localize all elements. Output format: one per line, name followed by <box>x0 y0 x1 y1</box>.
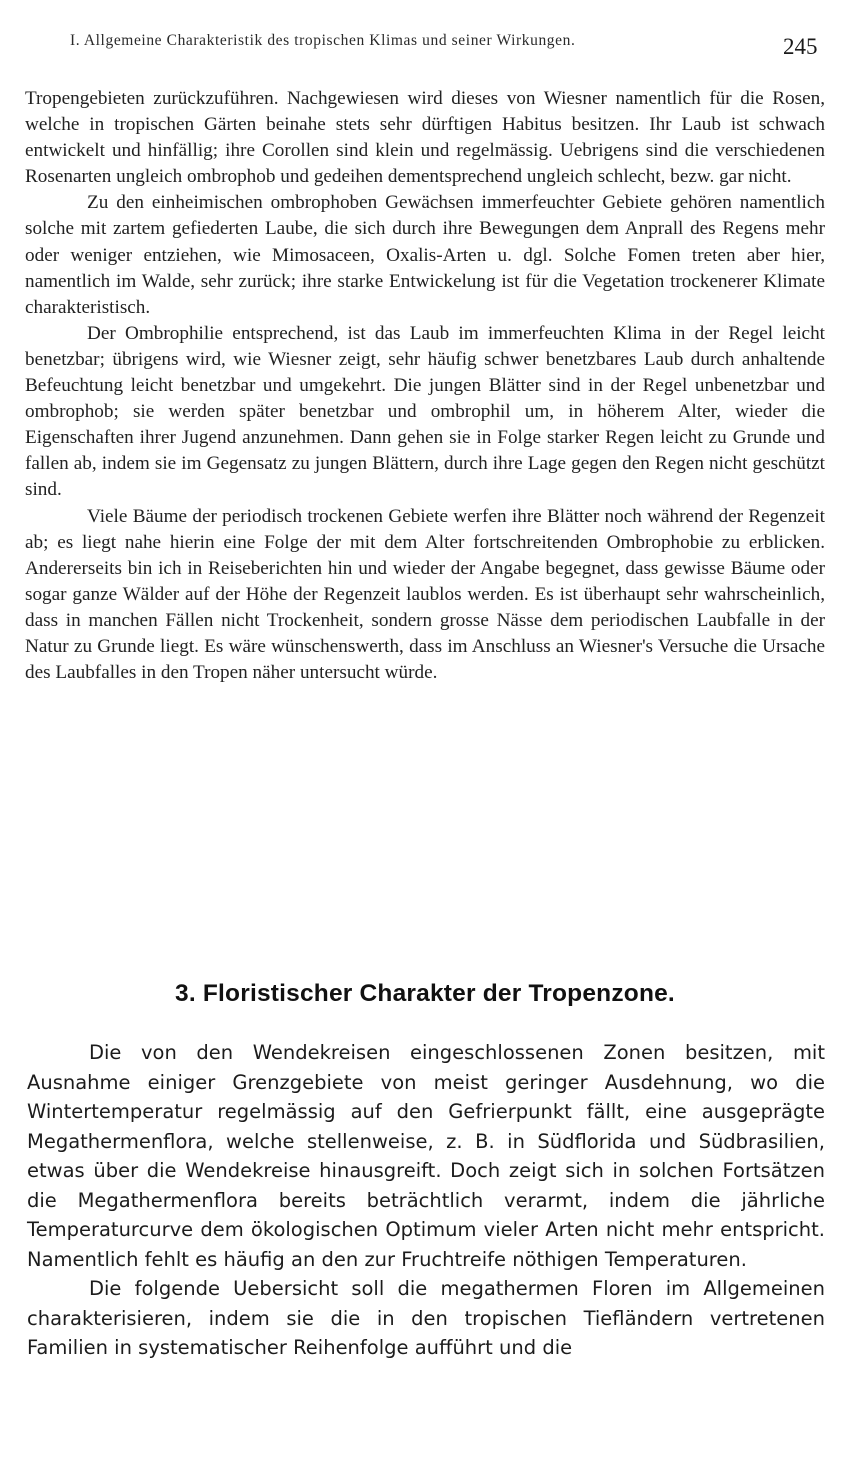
paragraph: Zu den einheimischen ombrophoben Gewächsen immerfeuchter Gebiete gehören namentlich solche mit zartem gefiederten Laube, die sich durch ihre Bewegungen dem Anprall des Regens mehr oder weniger entziehen, wie Mimosaceen, Oxalis-Arten u. dgl. Solche Fomen treten aber hier, namentlich im Walde, sehr zurück; ihre starke Entwickelung ist für die Vegetation trockenerer Klimate charakteristisch. <box>25 192 825 318</box>
paragraph: Viele Bäume der periodisch trockenen Gebiete werfen ihre Blätter noch während der Regenzeit ab; es liegt nahe hierin eine Folge der mit dem Alter fortschreitenden Ombrophobie zu erblicken. Andererseits bin ich in Reiseberichten hin und wieder der Angabe begegnet, dass gewisse Bäume oder sogar ganze Wälder auf der Höhe der Regenzeit laublos werden. Es ist überhaupt sehr wahrscheinlich, dass in manchen Fällen nicht Trockenheit, sondern grosse Nässe dem periodischen Laubfalle in der Natur zu Grunde liegt. Es wäre wünschenswerth, dass im Anschluss an Wiesner's Versuche die Ursache des Laubfalles in den Tropen näher untersucht würde. <box>25 505 825 684</box>
paragraph: Der Ombrophilie entsprechend, ist das Laub im immerfeuchten Klima in der Regel leicht benetzbar; übrigens wird, wie Wiesner zeigt, sehr häufig schwer benetzbares Laub durch anhaltende Befeuchtung leicht benetzbar und umgekehrt. Die jungen Blätter sind in der Regel unbenetzbar und ombrophob; sie werden später benetzbar und ombrophil um, in höherem Alter, wieder die Eigenschaften ihrer Jugend anzunehmen. Dann gehen sie in Folge starker Regen leicht zu Grunde und fallen ab, indem sie im Gegensatz zu jungen Blättern, durch ihre Lage gegen den Regen nicht geschützt sind. <box>25 322 825 501</box>
section-text <box>27 1038 825 1363</box>
body-text <box>25 86 825 686</box>
paragraph: Die folgende Uebersicht soll die megathermen Floren im Allgemeinen charakterisieren, indem sie die in den tropischen Tiefländern vertretenen Familien in systematischer Reihenfolge aufführt und die <box>27 1277 825 1359</box>
page-number: 245 <box>783 34 818 59</box>
section-heading: 3. Floristischer Charakter der Tropenzone. <box>175 980 675 1007</box>
paragraph: Die von den Wendekreisen eingeschlossenen Zonen besitzen, mit Ausnahme einiger Grenzgebiete von meist geringer Ausdehnung, wo die Wintertemperatur regelmässig auf den Gefrierpunkt fällt, eine ausgeprägte Megathermenflora, welche stellenweise, z. B. in Südflorida und Südbrasilien, etwas über die Wendekreise hinausgreift. Doch zeigt sich in solchen Fortsätzen die Megathermenflora bereits beträchtlich verarmt, indem die jährliche Temperaturcurve dem ökologischen Optimum vieler Arten nicht mehr entspricht. Namentlich fehlt es häufig an den zur Fruchtreife nöthigen Temperaturen. <box>27 1041 825 1271</box>
paragraph: Tropengebieten zurückzuführen. Nachgewiesen wird dieses von Wiesner namentlich für die Rosen, welche in tropischen Gärten beinahe stets sehr dürftigen Habitus besitzen. Ihr Laub ist schwach entwickelt und hinfällig; ihre Corollen sind klein und regelmässig. Uebrigens sind die verschiedenen Rosenarten ungleich ombrophob und gedeihen dementsprechend ungleich schlecht, bezw. gar nicht. <box>25 88 825 188</box>
running-head: I. Allgemeine Charakteristik des tropischen Klimas und seiner Wirkungen. <box>70 32 576 49</box>
